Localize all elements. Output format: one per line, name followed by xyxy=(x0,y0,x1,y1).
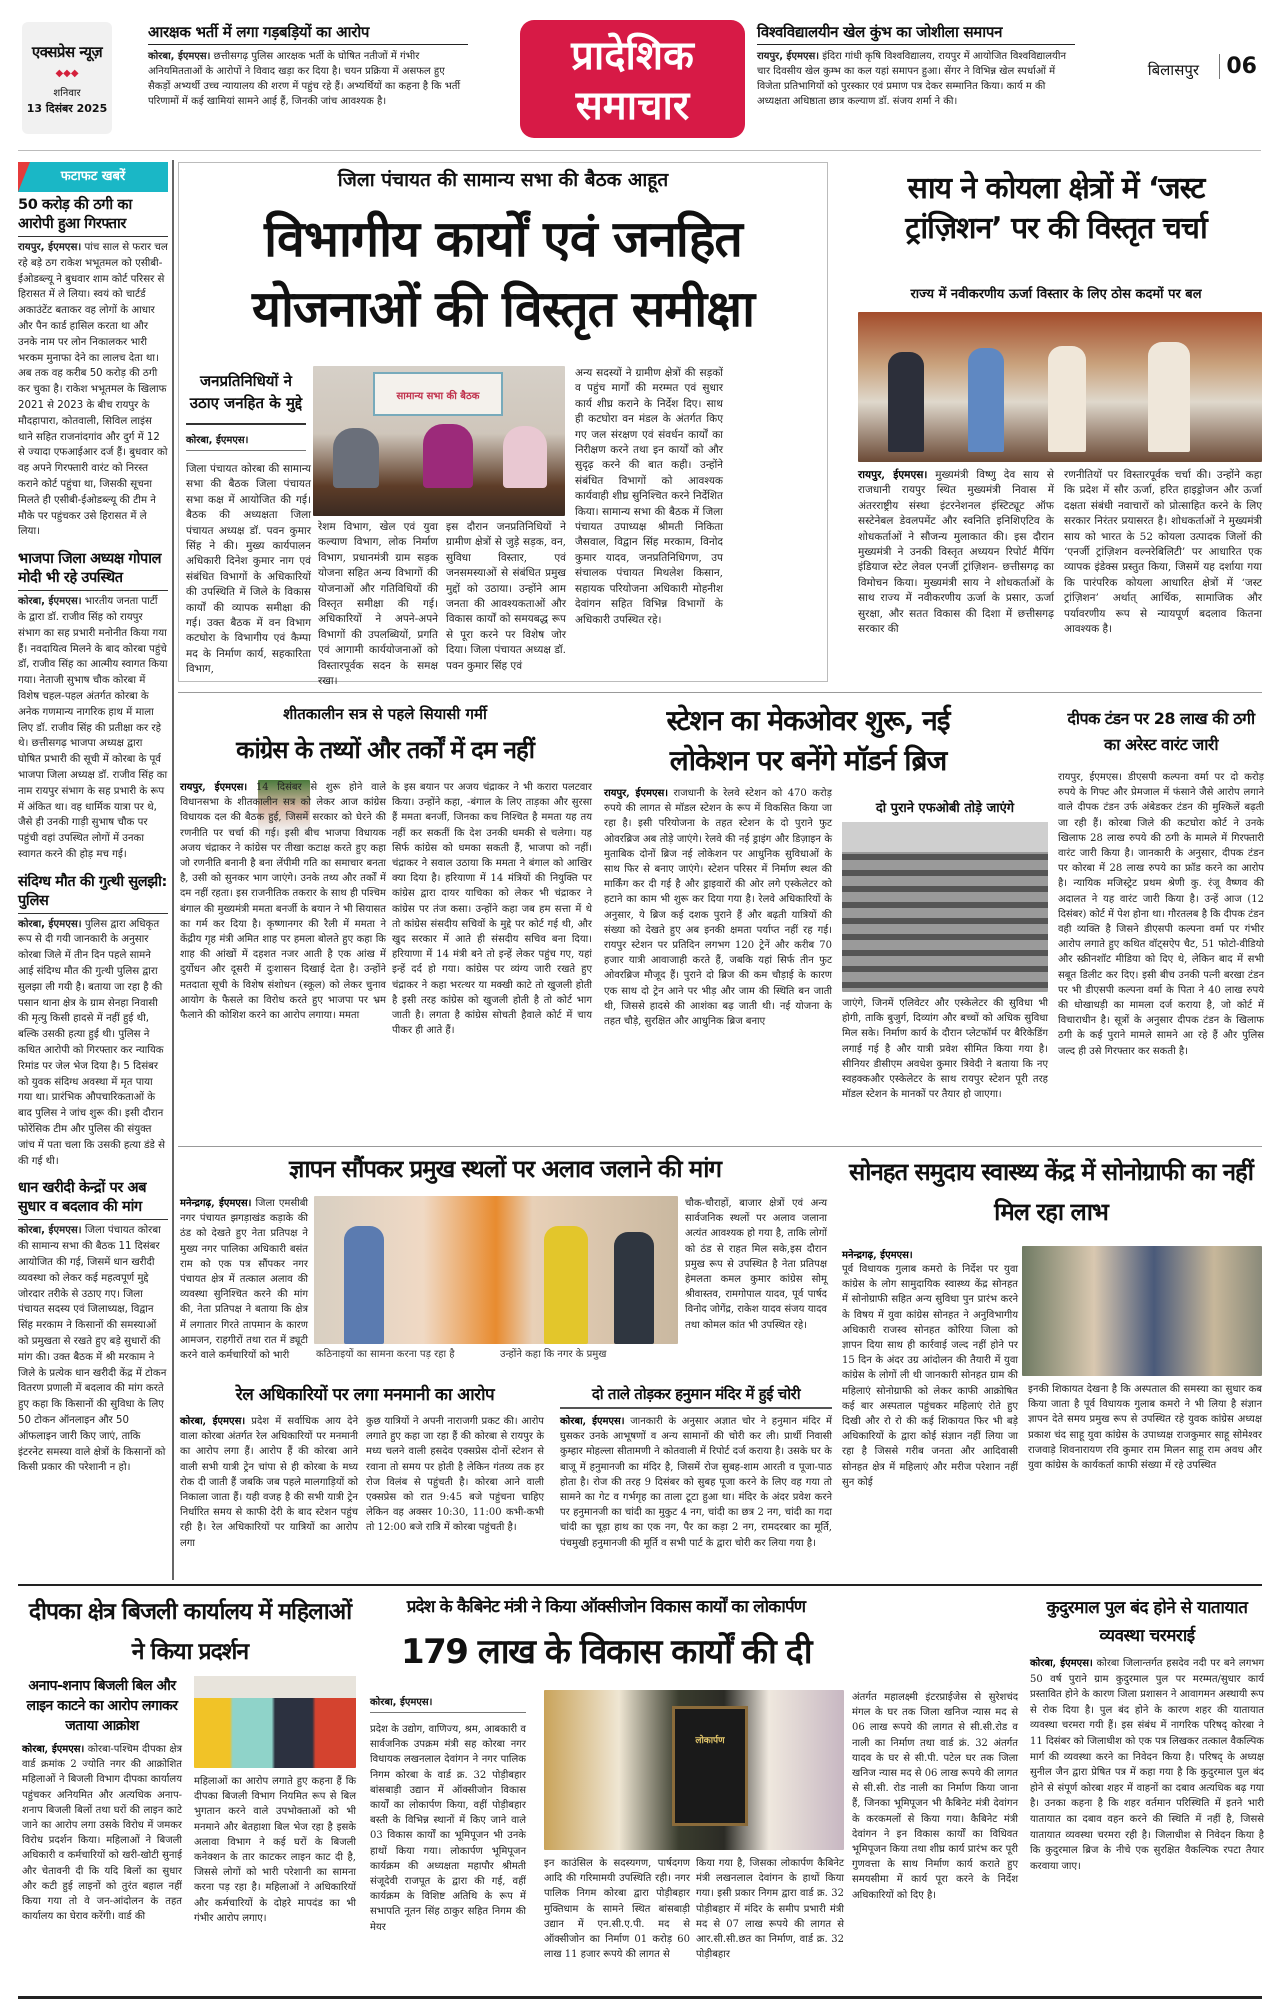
dateline: मनेन्द्रगढ़, ईएमएस। xyxy=(180,1198,252,1209)
dipka-subhead: अनाप-शनाप बिजली बिल और लाइन काटने का आरोप लगाकर जताया आक्रोश xyxy=(26,1678,178,1734)
body-text: पांच साल से फरार चल रहे बड़े ठग राकेश भभूतमल को एसीबी-ईओडब्ल्यू ने बुधवार शाम कोर्ट परिसर से हिरासत में ले लिया। स्वयं को चार्टर्ड अकाउंटेंट बताकर वह लोगों के आधार और पैन कार्ड हासिल करता था और उनके नाम पर लोन निकालकर भारी भरकम मुनाफा देने का लालच देता था। अब तक वह करीब 50 करोड़ की ठगी कर चुका है। राकेश भभूतमल के खिलाफ 2021 से 2023 के बीच रायपुर के मौदहापारा, कोतवाली, सिविल लाइंस थाने सहित राजनांदगांव और दुर्ग में 12 से ज्यादा एफआईआर दर्ज हैं। बुधवार को वह अपने गिरफ्तारी वारंट को निरस्त कराने कोर्ट पहुंचा था, जिसकी सूचना मिलते ही एसीबी-ईओडब्ल्यू की टीम ने मौके पर पहुंचकर उसे हिरासत में ले लिया। xyxy=(18,242,168,538)
oxyzone-col-4: अंतर्गत महालक्ष्मी इंटरप्राईजेस से सुरेशचंद मंगल के घर तक जिला खनिज न्यास मद से 06 लाख रूपये की लागत से सी.सी.रोड व नाली का निर्माण तथा वार्ड क्रं. 32 अंतर्गत यादव के घर से सी.पी. पटेल घर तक जिला खनिज न्यास मद से 06 लाख रूपये की लागत से सी.सी. रोड नाली का निर्माण किया जाना हैं, जिनका भूमिपूजन भी कैबिनेट मंत्री देवांगन के करकमलों से किया गया। कैबिनेट मंत्री देवांगन ने इन विकास कार्यों का विधिवत भूमिपूजन किया तथा शीघ्र कार्य प्रारंभ कर पूरी गुणवत्ता के साथ निर्माण कार्य कराते हुए समयसीमा में कार्य पूरा करने के निर्देश अधिकारियों को दिए है। xyxy=(852,1692,1018,1901)
lead-headline-line-2: योजनाओं की विस्तृत समीक्षा xyxy=(251,279,755,338)
sonhat-col-2: इनकी शिकायत देखना है कि अस्पताल की समस्या का सुधार कब किया जाता है पूर्व विधायक गुलाब कमरो ने भी लिया है संज्ञान ज्ञापन देते समय प्रमुख रूप से उपस्थित रहे युवक कांग्रेस अध्यक्ष प्रकाश चंद साहू युवा कांग्रेस के उपाध्यक्ष राजकुमार साहू सोमेश्वर राजवाड़े शिवनारायण रवि कुमार राम मिलन साहू राम अवध और युवा कांग्रेस के कार्यकर्ता काफी संख्या में रहे उपस्थित xyxy=(1028,1384,1262,1472)
person-figure xyxy=(888,352,924,452)
headline: आरक्षक भर्ती में लगा गड़बड़ियों का आरोप xyxy=(148,22,468,45)
lead-col-2: रेशम विभाग, खेल एवं युवा कल्याण विभाग, लोक निर्माण विभाग, प्रधानमंत्री ग्राम सड़क योजना सहित अन्य विभागों की योजनाओं और गतिविधियों की विस्तृत समीक्षा की गई। अधिकारियों ने अपने-अपने विभागों की उपलब्धियों, प्रगति एवं आगामी कार्ययोजनाओं को विस्तारपूर्वक सदन के समक्ष रखा। xyxy=(318,521,438,688)
dateline: कोरबा, ईएमएस। xyxy=(1030,1658,1093,1669)
headline: विश्वविद्यालयीन खेल कुंभ का जोशीला समापन xyxy=(757,22,1075,45)
lead-col-1: जिला पंचायत कोरबा की सामान्य सभा की बैठक जिला पंचायत सभा कक्ष में आयोजित की गई। बैठक की अध्यक्षता जिला पंचायत अध्यक्ष डॉ. पवन कुमार सिंह ने की। मुख्य कार्यपालन अधिकारी दिनेश कुमार नाग एवं संबंधित विभागों के अधिकारियों की उपस्थिति में जिले के विकास कार्यों की व्यापक समीक्षा की गई। उक्त बैठक में वन विभाग कटघोरा के विभागीय एवं कैम्पा मद के निर्माण कार्य, सहकारिता विभाग, xyxy=(186,463,311,676)
meeting-photo xyxy=(313,366,565,516)
dateline: कोरबा, ईएमएस। xyxy=(18,596,82,608)
congress-kicker: शीतकालीन सत्र से पहले सियासी गर्मी xyxy=(283,705,487,723)
lead-subhead: जनप्रतिनिधियों ने उठाए जनहित के मुद्दे xyxy=(186,370,306,425)
bonfire-col-1 xyxy=(180,1196,308,1366)
oxyzone-col-2: इन काउंसिल के सदस्यगण, पार्षदगण आदि की गरिमामयी उपस्थिति रही। नगर पालिक निगम कोरबा द्वारा पोड़ीबहार मुक्तिधाम के सामने स्थित बांसबाड़ी उद्यान में एन.सी.ए.पी. मद से ऑक्सीजोन का निर्माण 01 करोड़ 60 लाख 11 हजार रूपये की लागत से xyxy=(544,1858,690,1961)
dateline: कोरबा, ईएमएस। xyxy=(22,1744,85,1755)
dateline: कोरबा, ईएमएस। xyxy=(186,432,306,451)
person-figure xyxy=(1148,342,1190,452)
bridge-body xyxy=(1030,1656,1264,1994)
section-logo xyxy=(520,20,745,138)
person-figure xyxy=(333,428,379,488)
sidebar-briefs xyxy=(18,162,168,1582)
district-name: बिलासपुर xyxy=(1147,61,1199,79)
brief-headline: धान खरीदी केन्द्रों पर अब सुधार व बदलाव की मांग xyxy=(18,1175,168,1220)
congress-col-2: के इस बयान पर अजय चंद्राकर ने भी करारा पलटवार किया। उन्होंने कहा, -बंगाल के लिए ताड़का और सुरसा हैं ममता बनर्जी, जिनका कच निश्चित है ममता यह तय नहीं कर सकतीं कि देश उनकी धमकी से चलेगा। यह सिर्फ कांग्रेस को धमका सकती हैं, भाजपा को नहीं। चंद्राकर ने सवाल उठाया कि ममता ने बंगाल को आखिर क्या दिया है। हरियाणा में 14 मंत्रियों की नियुक्ति पर कांग्रेस द्वारा दायर याचिका को लेकर भी चंद्राकर ने कांग्रेस पर तंज कसा। उन्होंने कहा जब हम सत्ता में थे तो कांग्रेस संसदीय सचिवों के मुद्दे पर कोर्ट गई थी, और खुद सरकार में आते ही संसदीय सचिव बना दिया। हरियाणा में 14 मंत्री बने तो इन्हें लेकर पहुंच गए, यहां इन्हें दर्द हो गया। कांग्रेस पर व्यंग्य जारी रखते हुए चंद्राकर ने कहा भरत्थर या मक्खी काटे तो खुजली होती है इसी तरह कांग्रेस को खुजली होती है तो कोर्ट भाग जाती है। लगता है कांग्रेस सोचती हैवाले कोर्ट में चाय पीकर ही आते हैं। xyxy=(392,782,592,1037)
photo-banner: सामान्य सभा की बैठक xyxy=(373,372,503,416)
oxyzone-kicker: प्रदेश के कैबिनेट मंत्री ने किया ऑक्सीजोन विकास कार्यों का लोकार्पण xyxy=(406,1597,806,1617)
dipka-col-2: महिलाओं का आरोप लगाते हुए कहना हैं कि दीपका बिजली विभाग नियमित रूप से बिल भुगतान करने वाले उपभोक्ताओं को भी मनमाने और बेतहाशा बिल भेज रहा है इसके अलावा विभाग ने कई घरों के बिजली कनेक्शन के तार काटकर लाइन काट दी है, जिससे लोगों को भारी परेशानी का सामना करना पड़ रहा है। महिलाओं ने अधिकारियों और कर्मचारियों के दोहरे मापदंड का भी गंभीर आरोप लगाए। xyxy=(194,1776,356,1924)
sai-meeting-photo xyxy=(858,312,1262,462)
bonfire-headline: ज्ञापन सौंपकर प्रमुख स्थलों पर अलाव जलाने की मांग xyxy=(289,1155,721,1183)
photo-caption-2: उन्होंने कहा कि नगर के प्रमुख xyxy=(500,1349,607,1360)
sonhat-headline: सोनहत समुदाय स्वास्थ्य केंद्र में सोनोग्राफी का नहीं मिल रहा लाभ xyxy=(849,1158,1253,1226)
dateline: कोरबा, ईएमएस। xyxy=(18,1225,82,1237)
plaque: लोकार्पण xyxy=(672,1706,748,1826)
dateline: रायपुर, ईएमएस। xyxy=(180,782,248,793)
person-figure xyxy=(344,1226,384,1344)
story-body xyxy=(148,49,468,109)
sai-headline-line-1: साय ने कोयला क्षेत्रों में ‘जस्ट xyxy=(907,171,1205,206)
sonhat-col-1: पूर्व विधायक गुलाब कमरो के निर्देश पर युवा कांग्रेस के लोग सामुदायिक स्वास्थ्य केंद्र सोनहत में सोनोग्राफी सहित अन्य सुविधा पुन प्रारंभ करने के विषय में युवा कांग्रेस सोनहत ने अनुविभागीय अधिकारी राजस्व सोनहत कोरिया जिला को ज्ञापन दिया साथ ही कार्रवाई जल्द नहीं होने पर 15 दिन के अंदर उग्र आंदोलन की तैयारी में युवा कांग्रेस के लोगों ली थी जानकारी सोनहत ग्राम की महिलाएं सोनोग्राफी को लेकर काफी आक्रोषित कई बार अस्पताल पहुंचकर महिलाएं रोते हुए दिखी और रो रो की कई शिकायत फिर भी बड़े अधिकारियों के द्वारा कोई संज्ञान नहीं लिया जा रहा है जिससे गरीब जनता और आदिवासी सोनहत क्षेत्र में महिलाएं और मरीज परेशान नहीं सुन कोई xyxy=(842,1264,1018,1488)
sai-subhead: राज्य में नवीकरणीय ऊर्जा विस्तार के लिए ठोस कदमों पर बल xyxy=(910,287,1202,302)
body-text: पुलिस द्वारा अधिकृत रूप से दी गयी जानकारी के अनुसार कोरबा जिले में तीन दिन पहले सामने आई संदिग्ध मौत की गुत्थी पुलिस द्वारा सुलझा ली गयी है। बताया जा रहा है की पसान थाना क्षेत्र के ग्राम सेनहा निवासी की मृत्यु किसी हादसे में नहीं हुई थी, बल्कि उसकी हत्या हुई थी। पुलिस ने कथित आरोपी को गिरफ्तार कर न्यायिक रिमांड पर जेल भेज दिया है। 5 दिसंबर को युवक संदिग्ध अवस्था में मृत पाया गया था। प्रारंभिक औपचारिकताओं के बाद पुलिस ने जांच शुरू की। इसी दौरान फोरेंसिक टीम और पुलिस की संयुक्त जांच में पता चला कि उसकी हत्या डंडे से की गई थी। xyxy=(18,918,166,1167)
section-divider xyxy=(178,1146,1262,1147)
oxyzone-col-1: प्रदेश के उद्योग, वाणिज्य, श्रम, आबकारी व सार्वजनिक उपक्रम मंत्री सह कोरबा नगर विधायक लखनलाल देवांगन ने नगर पालिक निगम कोरबा के वार्ड क्र. 32 पोड़ीबहार बांसबाड़ी उद्यान में ऑक्सीजोन विकास कार्यों का लोकार्पण किया, वहीं पोड़ीबहार बस्ती के विभिन्न स्थानों में किए जाने वाले 03 विकास कार्यों का भूमिपूजन भी उनके हाथों किया गया। लोकार्पण भूमिपूजन कार्यक्रम की अध्यक्षता महापौर श्रीमती संजूदेवी राजपूत के द्वारा की गई, वहीं कार्यक्रम के विशिष्ट अतिथि के रूप में सभापति नूतन सिंह ठाकुर सहित निगम की मेयर xyxy=(370,1724,526,1933)
youth-congress-photo xyxy=(1022,1246,1262,1376)
oxyzone-col-3: किया गया है, जिसका लोकार्पण कैबिनेट मंत्री लखनलाल देवांगन के हाथों किया गया। इसी प्रकार निगम द्वारा वार्ड क्र. 32 पोड़ीबहार में मंदिर के समीप प्रभारी मंत्री मद से 07 लाख रूपये की लागत से आर.सी.सी.छत का निर्माण, वार्ड क्र. 32 पोड़ीबहार xyxy=(696,1858,844,1961)
dateline: मनेन्द्रगढ़, ईएमएस। xyxy=(842,1250,913,1261)
logo-line-2: समाचार xyxy=(575,83,690,129)
body-text: इंदिरा गांधी कृषि विश्वविद्यालय, रायपुर में आयोजित विश्वविद्यालयीन चार दिवसीय खेल कुम्भ का कल यहां समापन हुआ। सेंगर ने विभिन्न खेल स्पर्धाओं में विजेता प्रतिभागियों को पुरस्कार एवं प्रमाण पत्र देकर सम्मानित किया। कार्य म की अध्यक्षता अधिष्ठाता छात्र कल्याण डॉ. संजय शर्मा ने की। xyxy=(757,51,1066,107)
person-figure xyxy=(423,424,473,488)
section-divider xyxy=(178,692,1262,693)
sai-col-1 xyxy=(858,468,1054,688)
body-text: छत्तीसगढ़ पुलिस आरक्षक भर्ती के घोषित नतीजों में गंभीर अनियमितताओं के आरोपों ने विवाद खड़ा कर दिया है। चयन प्रक्रिया में असफल हुए सैकड़ों अभ्यर्थी उच्च न्यायालय की शरण में पहुंच रहे हैं। अभ्यर्थियों का कहना है कि भर्ती परिणामों में कई खामियां सामने आई हैं, जिनकी जांच आवश्यक है। xyxy=(148,51,461,107)
memorandum-photo xyxy=(314,1196,678,1344)
brief-headline: संदिग्ध मौत की गुत्थी सुलझी: पुलिस xyxy=(18,869,168,914)
staircase-photo xyxy=(842,822,1048,992)
dipka-col-1 xyxy=(22,1742,182,1992)
photo-caption-1: कठिनाइयों का सामना करना पड़ रहा है xyxy=(316,1349,455,1360)
brief-body xyxy=(18,1223,168,1476)
sidebar-divider xyxy=(172,160,174,1580)
body-text: कोरबा-पश्चिम दीपका क्षेत्र वार्ड क्रमांक 2 ज्योति नगर की आक्रोशित महिलाओं ने बिजली विभाग दीपका कार्यालय पहुंचकर अनियमित और अत्यधिक अनाप-शनाप बिजली बिलों तथा घरों की लाइन काटे जाने का आरोप लगा उसके विरोध में जमकर विरोध प्रदर्शन किया। महिलाओं ने बिजली अधिकारी व कर्मचारियों को खरी-खोटी सुनाई और चेतावनी दी कि यदि बिलों का सुधार और कटी हुई लाइनों को तुरंत बहाल नहीं किया गया तो वे जन-आंदोलन के तहत कार्यालय का घेराव करेंगी। वार्ड की xyxy=(22,1744,183,1923)
photo-sky xyxy=(842,822,1048,852)
person-figure xyxy=(544,1226,588,1344)
brief-story xyxy=(18,546,168,863)
lead-kicker: जिला पंचायत की सामान्य सभा की बैठक आहूत xyxy=(337,169,669,191)
rail-col-2: कुछ यात्रियों ने अपनी नाराजगी प्रकट की। आरोप लगाते हुए कहा जा रहा हैं की कोरबा से रायपुर के मध्य चलने वाली हसदेव एक्सप्रेस दोनों स्टेशन से रवाना तो समय पर होती है लेकिन गंतव्य तक हर रोज विलंब से पहुंचती है। कोरबा आने वाली एक्सप्रेस को रात 9:45 बजे पहुंचना चाहिए लेकिन वह अक्सर 10:30, 11:00 कभी-कभी तो 12:00 बजे रात्रि में कोरबा पहुंचती है। xyxy=(366,1416,544,1534)
photo-wall xyxy=(194,1676,356,1698)
story-body xyxy=(757,49,1075,109)
body-text: जिला एमसीबी नगर पंचायत झगड़ाखंड कड़ाके की ठंड को देखते हुए नेता प्रतिपक्ष ने मुख्य नगर पालिका अधिकारी बसंत राम को एक पत्र सौंपकर नगर पंचायत क्षेत्र में तत्काल अलाव की व्यवस्था सुनिश्चित करने की मांग की, नेता प्रतिपक्ष ने बताया कि क्षेत्र में लगातार गिरते तापमान के कारण आमजन, राहगीरों तथा रात में ड्यूटी करने वाले कर्मचारियों को भारी xyxy=(180,1198,308,1362)
lead-headline-line-1: विभागीय कार्यों एवं जनहित xyxy=(264,209,742,268)
brief-body xyxy=(18,594,168,863)
dateline: कोरबा, ईएमएस। xyxy=(180,1416,246,1427)
dateline: रायपुर, ईएमएस। xyxy=(757,51,820,62)
station-subhead: दो पुराने एफओबी तोड़े जाएंगे xyxy=(875,801,1015,816)
brief-body xyxy=(18,240,168,540)
inauguration-photo xyxy=(544,1690,844,1850)
masthead-box xyxy=(22,22,112,134)
temple-headline: दो ताले तोड़कर हनुमान मंदिर में हुई चोरी xyxy=(560,1384,832,1409)
brand-name: एक्सप्रेस न्यूज़ xyxy=(31,43,103,61)
rail-col-1 xyxy=(180,1414,358,1574)
person-figure xyxy=(614,1232,654,1344)
rail-headline: रेल अधिकारियों पर लगा मनमानी का आरोप xyxy=(235,1385,495,1405)
page-number: 06 xyxy=(1219,54,1257,79)
congress-headline: कांग्रेस के तथ्यों और तर्कों में दम नहीं xyxy=(236,736,534,764)
dipka-headline: दीपका क्षेत्र बिजली कार्यालय में महिलाओं ने किया प्रदर्शन xyxy=(28,1599,352,1665)
body-text: भारतीय जनता पार्टी के द्वारा डॉ. राजीव सिंह को रायपुर संभाग का सह प्रभारी मनोनीत किया गया हैं। नवदायित्व मिलने के बाद कोरबा पहुंचे डॉ, राजीव सिंह का आत्मीय स्वागत किया गया। नेताजी सुभाष चौक कोरबा में विशेष चहल-पहल अंतर्गत कोरबा के अनेक गणमान्य नागरिक हाथ में माला लिए डॉ. राजीव सिंह की प्रतीक्षा कर रहे थे। छत्तीसगढ़ भाजपा अध्यक्ष द्वारा घोषित प्रभारी की सूची में कोरबा के पूर्व भाजपा जिला अध्यक्ष डॉ. राजीव सिंह का नाम रायपुर संभाग के सह प्रभारी के रूप में अंकित था। वह धार्मिक यात्रा पर थे, जैसे ही उनकी गाड़ी सुभाष चौक पर पहुंची वहां उपस्थित लोगों में उनका स्वागत करने की होड़ मच गई। xyxy=(18,596,168,860)
station-headline-line-1: स्टेशन का मेकओवर शुरू, नई xyxy=(666,704,950,737)
women-protest-photo xyxy=(194,1676,356,1768)
body-text: 14 दिसंबर से शुरू होने वाले विधानसभा के शीतकालीन सत्र को लेकर आज कांग्रेस विधायक दल की बैठक हुई, जिसमें सरकार को घेरने की रणनीति पर चर्चा की गई। इसी बीच भाजपा विधायक अजय चंद्राकर ने कांग्रेस पर तीखा कटाक्ष करते हुए कहा जो रणनीति बनानी है बना लेंपीमी गति का समाचार बनता है, उसी को सुनकर भाग जाएंगे। उनके तथ्य और तर्कों में दम नहीं रहता। इस राजनीतिक तकरार के साथ ही पश्चिम बंगाल की मुख्यमंत्री ममता बनर्जी के बयान ने भी सियासत का गर्म कर दिया है। कृष्णानगर की रैली में ममता ने केंद्रीय गृह मंत्री अमित शाह पर हमला बोलते हुए कहा कि शाह की आंखों में दहशत नजर आती है एक आंख में दुर्योधन और दूसरी में दुःशासन दिखाई देता है। उन्होंने मतदाता सूची के विशेष संशोधन (स्कूल) को लेकर चुनाव आयोग के फैसले का विरोध करते हुए भाजपा पर भ्रम फैलाने की कोशिश करने का आरोप लगाया। ममता xyxy=(180,782,386,1022)
masthead-day: शनिवार xyxy=(53,88,81,99)
deepak-body: रायपुर, ईएमएस। डीएसपी कल्पना वर्मा पर दो करोड़ रुपये के गिफ्ट और प्रेमजाल में फंसाने जैसे आरोप लगाने वाले दीपक टंडन उर्फ अंबेडकर टंडन की मुश्किलें बढ़ती जा रही हैं। कोरबा जिले की कटघोरा कोर्ट ने उनके खिलाफ 28 लाख रुपये की ठगी के मामले में गिरफ्तारी वारंट जारी किया है। जानकारी के अनुसार, दीपक टंडन पर कोरबा में 28 लाख रुपये का फ्रॉड करने का आरोप है। न्यायिक मजिस्ट्रेट प्रथम श्रेणी कु. रंजू वैष्णव की अदालत ने यह वारंट जारी किया है। उन्हें आज (12 दिसंबर) कोर्ट में पेश होना था। गौरतलब है कि दीपक टंडन वही व्यक्ति है जिसने डीएसपी कल्पना वर्मा पर गंभीर आरोप लगाते हुए कथित वॉट्सऐप चैट, 51 फोटो-वीडियो और स्क्रीनशॉट मीडिया को दिए थे, लेकिन बाद में सभी सबूत डिलीट कर दिए। इसी बीच उनकी पत्नी बरखा टंडन पर भी डीएसपी कल्पना वर्मा के पिता ने 40 लाख रुपये की धोखाधड़ी का मामला दर्ज कराया है, जो कोर्ट में विचाराधीन है। सूत्रों के अनुसार दीपक टंडन के खिलाफ ठगी के कई पुराने मामले सामने आ रहे हैं और पुलिस जल्द ही उसे गिरफ्तार कर सकती है। xyxy=(1058,772,1265,1057)
station-headline-line-2: लोकेशन पर बनेंगे मॉडर्न ब्रिज xyxy=(669,744,947,777)
lead-col-4: अन्य सदस्यों ने ग्रामीण क्षेत्रों की सड़कों व पहुंच मार्गों की मरम्मत एवं सुधार कार्य शीघ्र कराने के निर्देश दिए। साथ ही कटघोरा वन मंडल के अंतर्गत किए गए जल संरक्षण एवं संवर्धन कार्यों का निरीक्षण करने तथा इन कार्यों को और सुदृढ़ करने की बात कही। उन्होंने संबंधित विभागों को आवश्यक कार्यवाही शीघ्र सुनिश्चित करने निर्देशित किया। सामान्य सभा की बैठक में जिला पंचायत उपाध्यक्ष श्रीमती निकिता जैसवाल, विद्वान सिंह मरकाम, विनोद कुमार यादव, जनप्रतिनिधिगण, उप संचालक पंचायत मिथलेश किसान, सहायक परियोजना अधिकारी मोहनीश देवांगन सहित विभिन्न विभागों के अधिकारी उपस्थित रहे। xyxy=(575,367,723,626)
logo-line-1: प्रादेशिक xyxy=(571,33,694,79)
dateline: रायपुर, ईएमएस। xyxy=(858,469,928,481)
person-figure xyxy=(503,426,547,488)
masthead-date: 13 दिसंबर 2025 xyxy=(26,102,108,115)
brief-story xyxy=(18,192,168,540)
briefs-banner: फटाफट खबरें xyxy=(18,162,168,192)
brief-body xyxy=(18,917,168,1170)
temple-body xyxy=(560,1414,832,1574)
body-text: प्रदेश में सर्वाधिक आय देने वाला कोरबा अंतर्गत रेल अधिकारियों पर मनमानी का आरोप लगा हैं। आरोप हैं की कोरबा आने वाली सभी यात्री ट्रेन चांपा से ही कोरबा के मध्य रोक दी जाती हैं जबकि जब पहले मालगाड़ियों को निकाला जाता हैं। यही वजह है की सभी यात्री ट्रेन निर्धारित समय से काफी देरी के बाद स्टेशन पहुंच रही है। रेल अधिकारियों पर यात्रियों का आरोप लगा xyxy=(180,1416,358,1549)
dateline: कोरबा, ईएमएस। xyxy=(148,51,211,62)
dateline: रायपुर, ईएमएस। xyxy=(604,788,669,799)
dateline: कोरबा, ईएमएस। xyxy=(18,918,82,930)
dateline: रायपुर, ईएमएस। xyxy=(18,242,82,253)
brief-headline: 50 करोड़ की ठगी का आरोपी हुआ गिरफ्तार xyxy=(18,192,168,237)
sai-col-2: रणनीतियों पर विस्तारपूर्वक चर्चा की। उन्होंने कहा कि प्रदेश में सौर ऊर्जा, हरित हाइड्रोजन और ऊर्जा दक्षता संबंधी नवाचारों को प्रोत्साहित करने के लिए सरकार निरंतर प्रयासरत है। शोधकर्ताओं ने मुख्यमंत्री साय को भारत के 52 कोयला उत्पादक जिलों की ‘एनर्जी ट्रांज़िशन वल्नरेबिलिटी’ पर आधारित एक व्यापक इंडेक्स प्रस्तुत किया, जिसमें यह दर्शाया गया कि पारंपरिक कोयला आधारित क्षेत्रों में ‘जस्ट ट्रांज़िशन’ अर्थात् आर्थिक, सामाजिक और पर्यावरणीय रूप से न्यायपूर्ण बदलाव कितना आवश्यक है। xyxy=(1064,469,1262,636)
top-left-story xyxy=(148,22,468,137)
brief-headline: भाजपा जिला अध्यक्ष गोपाल मोदी भी रहे उपस्थित xyxy=(18,546,168,591)
bridge-headline: कुदुरमाल पुल बंद होने से यातायात व्यवस्था चरमराई xyxy=(1046,1598,1248,1646)
bonfire-col-2: चौक-चौराहों, बाजार क्षेत्रों एवं अन्य सार्वजनिक स्थलों पर अलाव जलाना अत्यंत आवश्यक हो गया है, ताकि लोगों को ठंड से राहत मिल सके,इस दौरान प्रमुख रूप से उपस्थित है नेता प्रतिपक्ष हेमलता कमल कुमार कांग्रेस सोमू श्रीवास्तव, रामगोपाल यादव, पूर्व पार्षद विनोद जोगेंद्र, राकेश यादव संजय यादव तथा कोमल कांत भी उपस्थित रहे। xyxy=(685,1198,827,1331)
body-text: राजधानी के रेलवे स्टेशन को 470 करोड़ रुपये की लागत से मॉडल स्टेशन के रूप में विकसित किया जा रहा है। इसी परियोजना के तहत स्टेशन के दो पुराने फुट ओवरब्रिज अब तोड़े जाएंगे। रेलवे की नई ड्राइंग और डिज़ाइन के मुताबिक दोनों ब्रिज नई लोकेशन पर आधुनिक सुविधाओं के साथ फिर से बनाए जाएंगे। स्टेशन परिसर में निर्माण स्थल की मार्किंग कर दी गई है और ड्राइवारों की ओर लगे एस्केलेटर को हटाने का काम भी शुरू कर दिया गया है। रेलवे अधिकारियों के अनुसार, ये ब्रिज कई दशक पुराने हैं और बढ़ती यात्रियों की संख्या को देखते हुए अब इनकी क्षमता पर्याप्त नहीं रह गई। रायपुर स्टेशन पर प्रतिदिन लगभग 120 ट्रेनें और करीब 70 हजार यात्री आवाजाही करते हैं, जबकि यहां सिर्फ तीन फुट ओवरब्रिज मौजूद हैं। पुराने दो ब्रिज की कम चौड़ाई के कारण एक साथ दो ट्रेन आने पर भीड़ और जाम की स्थिति बन जाती थी, जिससे हादसे की आशंका बढ़ जाती थी। नई योजना के तहत चौड़े, सुरक्षित और आधुनिक ब्रिज बनाए xyxy=(604,788,832,1028)
body-text: जानकारी के अनुसार अज्ञात चोर ने हनुमान मंदिर में घुसकर उनके आभूषणों व अन्य सामानों की चोरी कर ली। प्रार्थी निवासी कुम्हार मोहल्ला सीतामणी ने कोतवाली में रिपोर्ट दर्ज कराया है। उसके घर के बाजू में हनुमानजी का मंदिर है, जिसमें रोज सुबह-शाम आरती व पूजा-पाठ होता है। रोज की तरह 9 दिसंबर को सुबह पूजा करने के लिए वह गया तो सामने का गेट व गर्भगृह का ताला टूटा हुआ था। मंदिर के अंदर प्रवेश करने पर हनुमानजी का चांदी का मुकुट 4 नग, चांदी का छत्र 2 नग, चांदी का गदा चांदी का चूड़ा हाथ का एक नग, पैर का कड़ा 2 नग, रामदरबार का मूर्ति, पंचमुखी हनुमानजी की मूर्ति व सभी पार्ट के द्वारा चोरी कर लिया गया है। xyxy=(560,1416,833,1549)
section-divider xyxy=(18,1584,1262,1586)
dateline: कोरबा, ईएमएस। xyxy=(370,1694,526,1713)
sai-headline-line-2: ट्रांज़िशन’ पर की विस्तृत चर्चा xyxy=(905,211,1207,246)
diamond-ornament-icon: ◆◆◆ xyxy=(55,68,79,79)
congress-col-1 xyxy=(180,780,386,1140)
page-bottom-rule xyxy=(18,1996,1262,1999)
masthead-divider xyxy=(18,150,1261,151)
person-figure xyxy=(1048,346,1086,452)
body-text: मुख्यमंत्री विष्णु देव साय से राजधानी रायपुर स्थित मुख्यमंत्री निवास में अंतरराष्ट्रीय संस्था इंटरनेशनल इंस्टिट्यूट ऑफ सस्टेनेबल डेवलपमेंट और स्वनिति इनिशिएटिव के शोधकर्ताओं ने सौजन्य मुलाकात की। इस दौरान मुख्यमंत्री ने उनकी विस्तृत अध्ययन रिपोर्ट मैपिंग इंडियाज स्टेट लेवल एनर्जी ट्रांज़िशन- छत्तीसगढ़ का विमोचन किया। मुख्यमंत्री साय ने शोधकर्ताओं के साथ राज्य में नवीकरणीय ऊर्जा के प्रसार, ऊर्जा सुरक्षा, और सतत विकास की दिशा में छत्तीसगढ़ सरकार की xyxy=(858,469,1054,636)
station-col-1 xyxy=(604,786,832,1136)
station-col-2: जाएंगे, जिनमें एलिवेटर और एस्केलेटर की सुविधा भी होगी, ताकि बुजुर्ग, दिव्यांग और बच्चों को अधिक सुविधा मिल सके। निर्माण कार्य के दौरान प्लेटफॉर्म पर बैरिकेडिंग लगाई गई है और यात्री प्रवेश सीमित किया गया है। सीनियर डीसीएम अवधेश कुमार त्रिवेदी ने बताया कि नए स्वहक्कऔर एस्केलेटर के साथ रायपुर स्टेशन पूरी तरह मॉडल स्टेशन के मानकों पर तैयार हो जाएगा। xyxy=(842,998,1048,1101)
top-right-story xyxy=(757,22,1075,137)
dateline: कोरबा, ईएमएस। xyxy=(560,1416,625,1427)
brief-story xyxy=(18,1175,168,1476)
body-text: कोरबा जिलान्तर्गत हसदेव नदी पर बने लगभग 50 वर्ष पुराने ग्राम कुदुरमाल पुल पर मरम्मत/सुधार कार्य प्रस्तावित होने के कारण जिला प्रशासन ने आवागमन अस्थायी रूप से रोक दिया है। पुल बंद होने के कारण शहर की यातायात व्यवस्था चरमरा गयी हैं। इस संबंध में नागरिक परिषद् कोरबा ने 11 दिसंबर को जिलाधीश को एक पत्र लिखकर तत्काल वैकल्पिक मार्ग की व्यवस्था करने का निवेदन किया है। परिषद् के अध्यक्ष सुनील जैन द्वारा प्रेषित पत्र में कहा गया है कि कुदुरमाल पुल बंद होने से संपूर्ण कोरबा शहर में वाहनों का दबाव अत्यधिक बढ़ गया है। उनका कहना है कि शहर वर्तमान परिस्थिति में इतने भारी यातायात का दबाव वहन करने की स्थिति में नहीं है, जिससे यातायात व्यवस्था चरमरा रही है। जिलाधीश से निवेदन किया है कि कुदुरमाल ब्रिज के नीचे एक सुरक्षित वैकल्पिक रपटा तैयार करवाया जाए। xyxy=(1030,1658,1264,1872)
brief-story xyxy=(18,869,168,1170)
oxyzone-headline: 179 लाख के विकास कार्यों की दी xyxy=(400,1632,812,1672)
lead-col-3: इस दौरान जनप्रतिनिधियों ने ग्रामीण क्षेत्रों से जुड़े सड़क, वन, सुविधा विस्तार, एवं जनसमस्याओं से संबंधित प्रमुख मुद्दों को उठाया। उन्होंने आम जनता की आवश्यकताओं और विकास कार्यों को समयबद्ध रूप से पूरा करने पर विशेष जोर दिया। जिला पंचायत अध्यक्ष डॉ. पवन कुमार सिंह एवं xyxy=(446,521,566,672)
body-text: जिला पंचायत कोरबा की सामान्य सभा की बैठक 11 दिसंबर आयोजित की गई, जिसमें धान खरीदी व्यवस्था को लेकर कई महत्वपूर्ण मुद्दे जोरदार तरीके से उठाए गए। जिला पंचायत सदस्य एवं जिलाध्यक्ष, विद्वान सिंह मरकाम ने किसानों की समस्याओं को प्रमुखता से रखते हुए बड़े सुधारों की मांग की। उक्त बैठक में श्री मरकाम ने जिले के प्रत्येक धान खरीदी केंद्र में टोकन वितरण प्रणाली में बदलाव की मांग करते हुए कहा कि किसानों की सुविधा के लिए 50 टोकन ऑनलाइन और 50 ऑफलाइन जारी किए जाएं, ताकि इंटरनेट समस्या वाले क्षेत्रों के किसानों को किसी प्रकार की परेशानी न हो। xyxy=(18,1225,167,1474)
deepak-headline: दीपक टंडन पर 28 लाख की ठगी का अरेस्ट वारंट जारी xyxy=(1067,709,1255,754)
person-figure xyxy=(968,348,1004,452)
